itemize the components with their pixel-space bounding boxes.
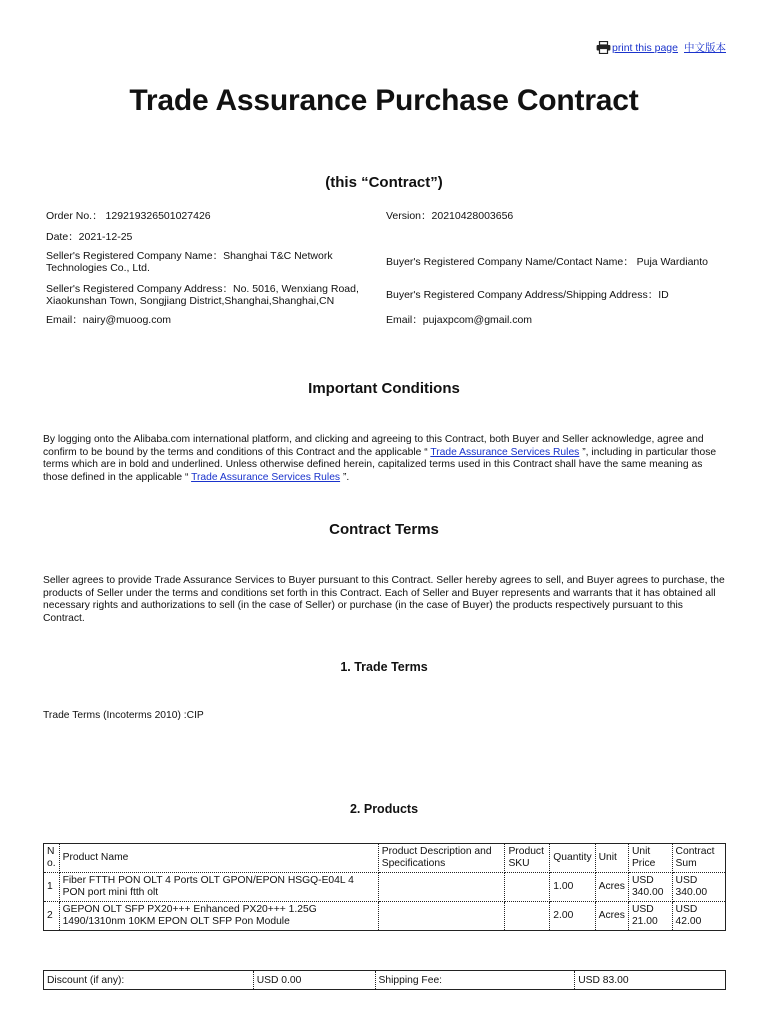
col-header-sku: Product SKU bbox=[505, 844, 550, 873]
chinese-version-link[interactable]: 中文版本 bbox=[684, 42, 726, 54]
row-contract-sum: USD 340.00 bbox=[672, 873, 725, 902]
rules-link-2[interactable]: Trade Assurance Services Rules bbox=[191, 471, 341, 483]
important-text-part-3: ”. bbox=[340, 471, 350, 483]
table-row bbox=[44, 902, 726, 931]
print-link-group[interactable] bbox=[596, 41, 678, 54]
seller-address: Seller's Registered Company Address：No. 5016, Wenxiang Road, Xiaokunshan Town, Songjiang District,Shanghai,Shanghai,CN bbox=[46, 283, 359, 307]
col-header-unit-price: Unit Price bbox=[628, 844, 672, 873]
row-sku bbox=[505, 902, 550, 931]
important-conditions-text bbox=[43, 434, 727, 484]
shipping-fee-value: USD 83.00 bbox=[575, 971, 726, 990]
col-header-unit: Unit bbox=[595, 844, 628, 873]
discount-label: Discount (if any): bbox=[44, 971, 254, 990]
contract-terms-text: Seller agrees to provide Trade Assurance Services to Buyer pursuant to this Contract. Seller hereby agrees to sell, and Buyer agrees to purchase, the products of Seller under the terms and conditions set forth in this Contract. Each of Seller and Buyer represents and warrants that it has obtained all necessary rights and authorizations to sell (in the case of Seller) or purchase (in the case of Buyer) the products respectively pursuant to this Contract. bbox=[43, 575, 725, 624]
print-page-link[interactable]: print this page bbox=[612, 41, 678, 54]
seller-company-name: Seller's Registered Company Name：Shanghai T&C Network Technologies Co., Ltd. bbox=[46, 250, 333, 274]
contract-date: Date：2021-12-25 bbox=[46, 231, 133, 243]
seller-email: Email：nairy@muoog.com bbox=[46, 314, 172, 326]
products-table bbox=[43, 843, 726, 931]
buyer-company-name: Buyer's Registered Company Name/Contact Name： Puja Wardianto bbox=[386, 256, 709, 268]
rules-link-1[interactable]: Trade Assurance Services Rules bbox=[430, 446, 580, 458]
shipping-fee-label: Shipping Fee: bbox=[375, 971, 575, 990]
trade-terms-text: Trade Terms (Incoterms 2010) :CIP bbox=[43, 710, 204, 721]
important-conditions-heading: Important Conditions bbox=[308, 380, 460, 397]
buyer-email: Email：pujaxpcom@gmail.com bbox=[386, 314, 533, 326]
important-text-part-2: ”, including in particular those terms which are in bold and underlined. Unless otherwise defined herein, capitalized terms used in this Contract shall have the same meaning as those defined in the applicable “ bbox=[43, 446, 717, 483]
trade-terms-heading: 1. Trade Terms bbox=[340, 660, 428, 674]
table-header-row bbox=[44, 844, 726, 873]
buyer-address: Buyer's Registered Company Address/Shipping Address：ID bbox=[386, 289, 669, 301]
order-number: Order No.： 129219326501027426 bbox=[46, 210, 211, 222]
col-header-product-name: Product Name bbox=[59, 844, 378, 873]
version: Version：20210428003656 bbox=[386, 210, 514, 222]
page-title: Trade Assurance Purchase Contract bbox=[129, 84, 639, 117]
printer-icon bbox=[596, 41, 611, 54]
row-sku bbox=[505, 873, 550, 902]
row-unit-price: USD 340.00 bbox=[628, 873, 672, 902]
products-heading: 2. Products bbox=[349, 802, 419, 816]
row-no: 2 bbox=[44, 902, 60, 931]
row-quantity: 1.00 bbox=[550, 873, 595, 902]
contract-terms-heading: Contract Terms bbox=[329, 521, 439, 538]
row-unit-price: USD 21.00 bbox=[628, 902, 672, 931]
top-links bbox=[596, 40, 726, 55]
row-description bbox=[378, 873, 505, 902]
discount-value: USD 0.00 bbox=[253, 971, 375, 990]
row-description bbox=[378, 902, 505, 931]
fees-row bbox=[44, 971, 726, 990]
col-header-quantity: Quantity bbox=[550, 844, 595, 873]
row-unit: Acres bbox=[595, 902, 628, 931]
row-quantity: 2.00 bbox=[550, 902, 595, 931]
row-product-name: GEPON OLT SFP PX20+++ Enhanced PX20+++ 1.25G 1490/1310nm 10KM EPON OLT SFP Pon Module bbox=[59, 902, 378, 931]
row-contract-sum: USD 42.00 bbox=[672, 902, 725, 931]
row-no: 1 bbox=[44, 873, 60, 902]
row-unit: Acres bbox=[595, 873, 628, 902]
col-header-contract-sum: Contract Sum bbox=[672, 844, 725, 873]
contract-subtitle: (this “Contract”) bbox=[325, 174, 443, 191]
col-header-no: N o. bbox=[44, 844, 60, 873]
table-row bbox=[44, 873, 726, 902]
col-header-description: Product Description and Specifications bbox=[378, 844, 505, 873]
fees-table bbox=[43, 970, 726, 990]
important-text-part-1: By logging onto the Alibaba.com international platform, and clicking and agreeing to this Contract, both Buyer and Seller acknowledge, agree and confirm to be bound by the terms and conditions of this Contract and the applicable “ bbox=[43, 434, 704, 458]
row-product-name: Fiber FTTH PON OLT 4 Ports OLT GPON/EPON HSGQ-E04L 4 PON port mini ftth olt bbox=[59, 873, 378, 902]
